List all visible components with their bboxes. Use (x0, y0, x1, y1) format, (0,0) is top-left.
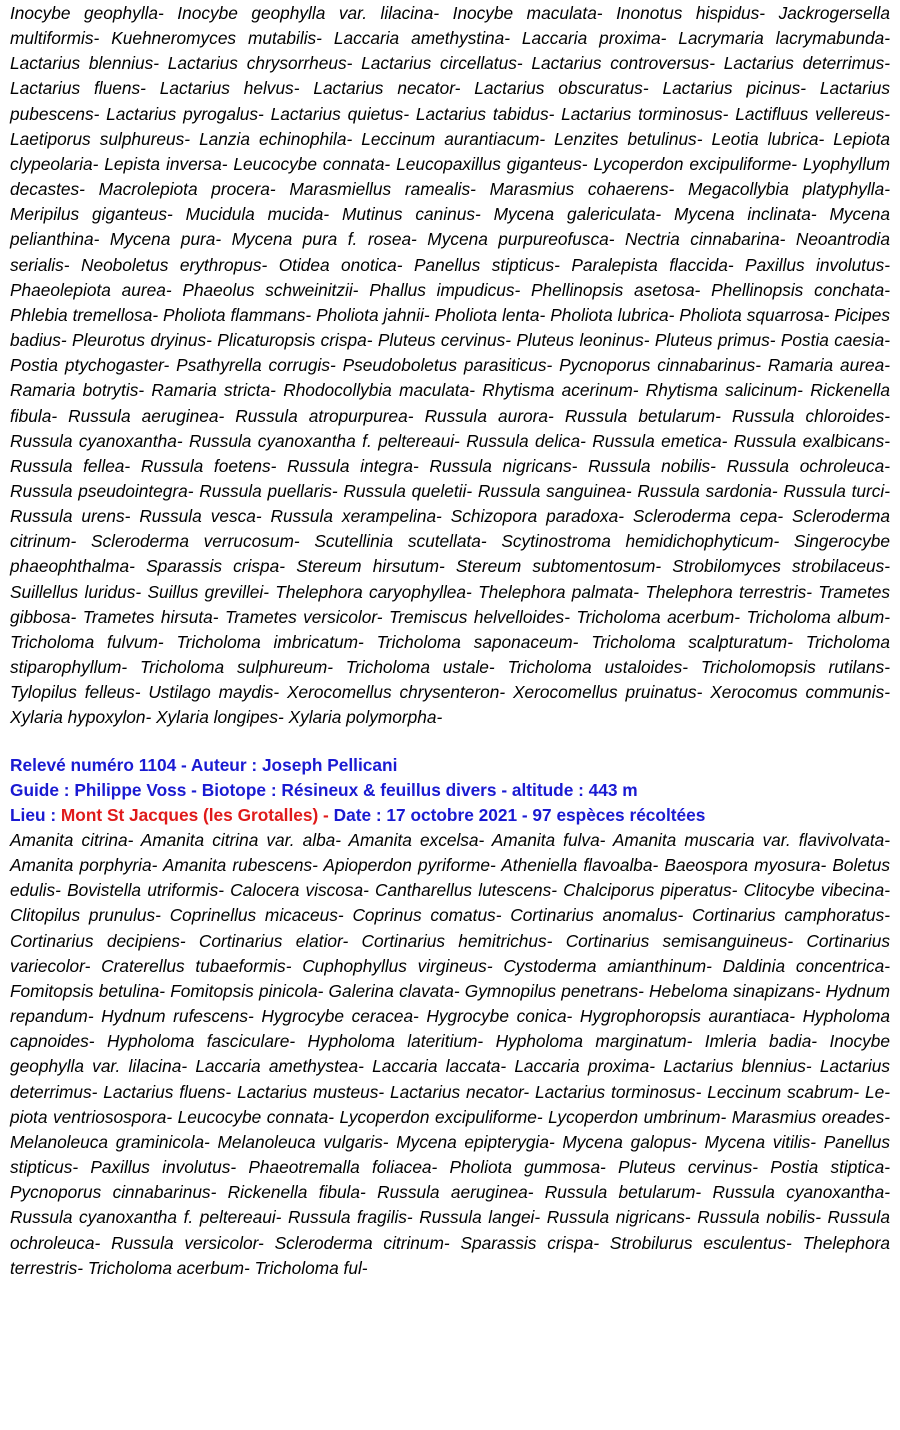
date-count: Date : 17 octobre 2021 - 97 espèces récoltées (328, 804, 706, 825)
place-name: Mont St Jacques (les Grotalles) - (60, 804, 329, 825)
section-gap (10, 731, 890, 753)
place-label: Lieu : (10, 804, 61, 825)
record-place-date (10, 803, 890, 828)
record-header (10, 753, 890, 828)
previous-species-list: Inocybe geophylla- Inocybe geophylla var. lilacina- Inocybe maculata- Inonotus hispidus- Jackrogersella multiformis- Kuehneromyces mutabilis- Laccaria amethystina- Laccaria proxima- Lacrymaria lacrymabunda- Lactarius blennius- Lactarius chrysorrheus- Lactarius circellatus- Lactarius controversus- Lactarius deterrimus- Lactarius fluens- Lactarius helvus- Lactarius necator- Lactarius obscuratus- Lactarius picinus- Lactarius pubescens- Lactarius pyrogalus- Lactarius quietus- Lactarius tabidus- Lactarius torminosus- Lactifluus vellereus- Laetiporus sulphureus- Lanzia echinophila- Leccinum aurantiacum- Lenzites betulinus- Leotia lubrica- Lepiota clypeolaria- Lepista inversa- Leucocybe connata- Leucopaxillus giganteus- Lycoperdon excipuliforme- Lyophyllum decastes- Macrolepiota procera- Marasmiellus ramealis- Marasmius cohaerens- Megacollybia platyphylla- Meripilus giganteus- Mucidula mucida- Mutinus caninus- Mycena galericulata- Mycena inclinata- Mycena pelianthina- Mycena pura- Mycena pura f. rosea- Mycena purpureofusca- Nectria cinnabarina- Neoantrodia serialis- Neoboletus erythropus- Otidea onotica- Panellus stipticus- Paralepista flaccida- Paxillus involutus- Phaeolepiota aurea- Phaeolus schweinitzii- Phallus impudicus- Phellinopsis asetosa- Phellinopsis conchata- Phlebia tremellosa- Pholiota flammans- Pholiota jahnii- Pholiota lenta- Pholiota lubrica- Pholiota squarrosa- Picipes badius- Pleurotus dryinus- Plicaturopsis crispa- Pluteus cervinus- Pluteus leoninus- Pluteus primus- Postia caesia- Postia ptychogaster- Psathyrella corrugis- Pseudoboletus parasiticus- Pycnoporus cinnabarinus- Ramaria aurea- Ramaria botrytis- Ramaria stricta- Rhodocollybia maculata- Rhytisma acerinum- Rhytisma salicinum- Rickenella fibula- Russula aeruginea- Russula atropurpurea- Russula aurora- Russula betularum- Russula chloroides- Russula cyanoxantha- Russula cyanoxantha f. peltereaui- Russula delica- Russula emetica- Russula exalbicans- Russula fellea- Russula foetens- Russula integra- Russula nigricans- Russula nobilis- Russula ochroleuca- Russula pseudointegra- Russula puellaris- Russula queletii- Russula sanguinea- Russula sardonia- Russula turci- Russula urens- Russula vesca- Russula xerampelina- Schizopora paradoxa- Scleroderma cepa- Scleroderma citrinum- Scleroderma verrucosum- Scutellinia scutellata- Scytinostroma hemidichophyticum- Singerocybe phaeophthalma- Sparassis crispa- Stereum hirsutum- Stereum subtomentosum- Strobilomyces strobilaceus- Suillellus luridus- Suillus grevillei- Thelephora caryophyllea- Thelephora palmata- Thelephora terrestris- Trametes gibbosa- Trametes hirsuta- Trametes versicolor- Tremiscus helvelloides- Tricholoma acerbum- Tricholoma album- Tricholoma fulvum- Tricholoma imbricatum- Tricholoma saponaceum- Tricholoma scalpturatum- Tricholoma stiparophyllum- Tricholoma sulphureum- Tricholoma ustale- Tricholoma ustaloides- Tricholomopsis rutilans- Tylopilus felleus- Ustilago maydis- Xerocomellus chrysenteron- Xerocomellus pruinatus- Xerocomus communis- Xylaria hypoxylon- Xylaria longipes- Xylaria polymorpha- (10, 3, 890, 728)
species-list: Amanita citrina- Amanita citrina var. alba- Amanita excelsa- Amanita fulva- Amanita muscaria var. flavivolvata- Amanita porphyria- Amanita rubescens- Apioperdon pyriforme- Atheniella flavoalba- Baeospora myosura- Boletus edulis- Bovistella utriformis- Calocera viscosa- Cantharellus lutescens- Chalciporus piperatus- Clitocybe vibecina- Clitopilus prunulus- Coprinellus micaceus- Coprinus comatus- Cortinarius anomalus- Cortinarius camphoratus- Cortinarius decipiens- Cortinarius elatior- Cortinarius hemitrichus- Cortinarius semisanguineus- Cortinarius variecolor- Craterellus tubaeformis- Cuphophyllus virgineus- Cystoderma amianthinum- Daldinia concentrica- Fomitopsis betulina- Fomitopsis pinicola- Galerina clavata- Gymnopilus penetrans- Hebeloma sinapizans- Hydnum repandum- Hydnum rufescens- Hygrocybe ceracea- Hygrocybe conica- Hygrophoropsis aurantiaca- Hypholoma capnoides- Hypholoma fasciculare- Hypholoma lateritium- Hypholoma marginatum- Imleria badia- Inocybe geophylla var. lilacina- Laccaria amethystea- Laccaria laccata- Laccaria proxima- Lactarius blennius- Lactarius deterrimus- Lactarius fluens- Lactarius musteus- Lactarius necator- Lactarius torminosus- Leccinum scabrum- Lepiota ventriosospora- Leucocybe connata- Lycoperdon excipuliforme- Lycoperdon umbrinum- Marasmius oreades- Melanoleuca graminicola- Melanoleuca vulgaris- Mycena epipterygia- Mycena galopus- Mycena vitilis- Panellus stipticus- Paxillus involutus- Phaeotremalla foliacea- Pholiota gummosa- Pluteus cervinus- Postia stiptica- Pycnoporus cinnabarinus- Rickenella fibula- Russula aeruginea- Russula betularum- Russula cyanoxantha- Russula cyanoxantha f. peltereaui- Russula fragilis- Russula langei- Russula nigricans- Russula nobilis- Russula ochroleuca- Russula versicolor- Scleroderma citrinum- Sparassis crispa- Strobilurus esculentus- Thelephora terrestris- Tricholoma acerbum- Tricholoma ful- (10, 830, 890, 1278)
record-guide-biotope: Guide : Philippe Voss - Biotope : Résineux & feuillus divers - altitude : 443 m (10, 779, 638, 800)
record-number-author: Relevé numéro 1104 - Auteur : Joseph Pellicani (10, 754, 398, 775)
